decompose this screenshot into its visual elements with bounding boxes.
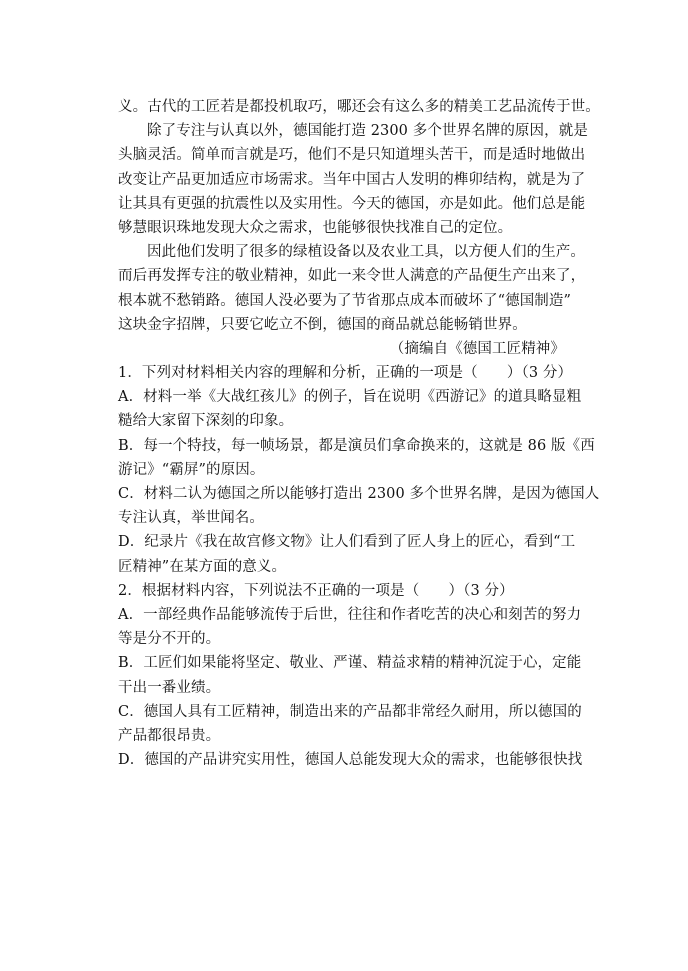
passage-line: 够慧眼识珠地发现大众之需求，也能够很快找准自己的定位。: [118, 219, 513, 236]
question-1-option-a: A．材料一举《大战红孩儿》的例子，旨在说明《西游记》的道具略显粗: [118, 389, 582, 406]
question-1-option-c-cont: 专注认真，举世闻名。: [118, 510, 264, 527]
question-2-option-b: B．工匠们如果能将坚定、敬业、严谨、精益求精的精神沉淀于心，定能: [118, 655, 582, 672]
passage-line: 而后再发挥专注的敬业精神，如此一来令世人满意的产品便生产出来了，: [118, 268, 586, 285]
passage-line: 因此他们发明了很多的绿植设备以及农业工具，以方便人们的生产。: [147, 244, 585, 261]
question-2-option-c-cont: 产品都很昂贵。: [118, 727, 221, 744]
passage-line: 让其具有更强的抗震性以及实用性。今天的德国，亦是如此。他们总是能: [118, 195, 586, 212]
question-1-option-b-cont: 游记》“霸屏”的原因。: [118, 461, 265, 478]
question-2-option-a-cont: 等是分不开的。: [118, 631, 221, 648]
passage-line: 义。古代的工匠若是都投机取巧，哪还会有这么多的精美工艺品流传于世。: [118, 99, 600, 115]
question-1-option-a-cont: 糙给大家留下深刻的印象。: [118, 413, 294, 430]
question-1-option-d: D．纪录片《我在故宫修文物》让人们看到了匠人身上的匠心，看到“工: [118, 534, 576, 551]
question-1-option-b: B．每一个特技，每一帧场景，都是演员们拿命换来的，这就是 86 版《西: [118, 437, 595, 454]
question-2-option-c: C．德国人具有工匠精神，制造出来的产品都非常经久耐用，所以德国的: [118, 703, 582, 720]
question-1-option-d-cont: 匠精神”在某方面的意义。: [118, 558, 287, 575]
passage-line: 改变让产品更加适应市场需求。当年中国古人发明的榫卯结构，就是为了: [118, 171, 586, 188]
question-2-option-a: A．一部经典作品能够流传于后世，往往和作者吃苦的决心和刻苦的努力: [118, 606, 582, 623]
question-1-option-c: C．材料二认为德国之所以能够打造出 2300 多个世界名牌，是因为德国人: [118, 486, 600, 502]
passage-line: 这块金字招牌，只要它屹立不倒，德国的商品就总能畅销世界。: [118, 316, 527, 333]
question-2-stem: 2．根据材料内容，下列说法不正确的一项是（ ）（3 分）: [118, 582, 514, 599]
passage-source: （摘编自《德国工匠精神》: [389, 340, 565, 357]
question-1-stem: 1．下列对材料相关内容的理解和分析，正确的一项是（ ）（3 分）: [118, 365, 573, 382]
passage-line: 根本就不愁销路。德国人没必要为了节省那点成本而破坏了“德国制造”: [118, 292, 572, 309]
question-2-option-b-cont: 干出一番业绩。: [118, 679, 221, 696]
document-content: [118, 95, 600, 772]
question-2-option-d: D．德国的产品讲究实用性，德国人总能发现大众的需求，也能够很快找: [118, 752, 583, 769]
passage-line: 头脑灵活。简单而言就是巧，他们不是只知道埋头苦干，而是适时地做出: [118, 147, 586, 164]
passage-line: 除了专注与认真以外，德国能打造 2300 多个世界名牌的原因，就是: [147, 123, 588, 140]
